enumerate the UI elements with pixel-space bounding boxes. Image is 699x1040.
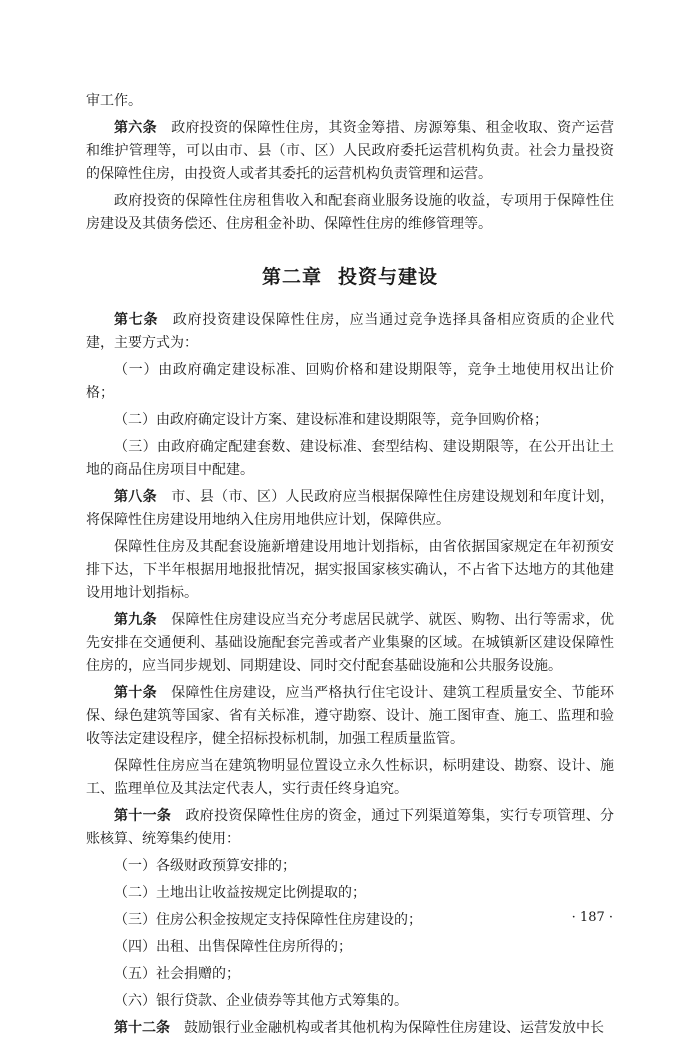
paragraph <box>86 855 614 878</box>
article-number: 第七条 <box>114 312 159 328</box>
paragraph-text: （三）由政府确定配建套数、建设标准、套型结构、建设期限等，在公开出让土地的商品住房项目中配建。 <box>86 439 614 478</box>
paragraph <box>86 536 614 605</box>
section-top <box>86 90 614 236</box>
chapter-number: 第二章 <box>261 266 322 288</box>
paragraph-text: 保障性住房建设，应当严格执行住宅设计、建筑工程质量安全、节能环保、绿色建筑等国家、省有关标准，遵守勘察、设计、施工图审查、施工、监理和验收等法定建设程序，健全招标投标机制，加强工程质量监管。 <box>86 685 615 747</box>
paragraph <box>86 609 614 678</box>
paragraph <box>86 882 614 905</box>
paragraph-text: 市、县（市、区）人民政府应当根据保障性住房建设规划和年度计划，将保障性住房建设用地纳入住房用地供应计划，保障供应。 <box>86 489 615 528</box>
article-number: 第八条 <box>114 489 157 505</box>
paragraph-text: （四）出租、出售保障性住房所得的； <box>114 939 352 955</box>
paragraph-text: 保障性住房应当在建筑物明显位置设立永久性标识，标明建设、勘察、设计、施工、监理单位及其法定代表人，实行责任终身追究。 <box>86 758 614 797</box>
paragraph-text: 审工作。 <box>86 93 142 109</box>
paragraph <box>86 117 614 186</box>
article-number: 第十一条 <box>114 808 172 824</box>
paragraph-text: （一）由政府确定建设标准、回购价格和建设期限等，竞争土地使用权出让价格； <box>86 362 614 401</box>
paragraph <box>86 359 614 405</box>
paragraph <box>86 190 614 236</box>
paragraph-text: 保障性住房及其配套设施新增建设用地计划指标，由省依据国家规定在年初预安排下达，下半年根据用地报批情况，据实报国家核实确认，不占省下达地方的其他建设用地计划指标。 <box>86 539 614 601</box>
paragraph-text: （六）银行贷款、企业债券等其他方式筹集的。 <box>114 993 408 1009</box>
paragraph-text: （一）各级财政预算安排的； <box>114 858 296 874</box>
paragraph <box>86 990 614 1013</box>
paragraph-text: 保障性住房建设应当充分考虑居民就学、就医、购物、出行等需求，优先安排在交通便利、基础设施配套完善或者产业集聚的区域。在城镇新区建设保障性住房的，应当同步规划、同期建设、同时交付配套基础设施和公共服务设施。 <box>86 612 615 674</box>
paragraph <box>86 309 614 355</box>
paragraph <box>86 1017 614 1040</box>
page-number: · 187 · <box>571 910 613 925</box>
chapter-title: 投资与建设 <box>338 266 439 288</box>
chapter-heading <box>86 262 614 289</box>
paragraph <box>86 682 614 751</box>
paragraph-text: （五）社会捐赠的； <box>114 966 240 982</box>
paragraph-text: 政府投资的保障性住房，其资金筹措、房源筹集、租金收取、资产运营和维护管理等，可以由市、县（市、区）人民政府委托运营机构负责。社会力量投资的保障性住房，由投资人或者其委托的运营机构负责管理和运营。 <box>86 120 615 182</box>
paragraph-text: 鼓励银行业金融机构或者其他机构为保障性住房建设、运营发放中长 <box>184 1020 604 1036</box>
paragraph-text: （二）由政府确定设计方案、建设标准和建设期限等，竞争回购价格； <box>114 412 548 428</box>
paragraph <box>86 486 614 532</box>
paragraph-text: 政府投资建设保障性住房，应当通过竞争选择具备相应资质的企业代建，主要方式为： <box>86 312 615 351</box>
article-number: 第十条 <box>114 685 157 701</box>
paragraph <box>86 409 614 432</box>
paragraph <box>86 90 614 113</box>
document-page <box>86 90 614 1040</box>
paragraph-text: 政府投资的保障性住房租售收入和配套商业服务设施的收益，专项用于保障性住房建设及其债务偿还、住房租金补助、保障性住房的维修管理等。 <box>86 193 614 232</box>
article-number: 第六条 <box>114 120 157 136</box>
paragraph-text: 政府投资保障性住房的资金，通过下列渠道筹集，实行专项管理、分账核算、统筹集约使用： <box>86 808 615 847</box>
paragraph-text: （二）土地出让收益按规定比例提取的； <box>114 885 366 901</box>
paragraph <box>86 963 614 986</box>
paragraph <box>86 755 614 801</box>
article-number: 第九条 <box>114 612 157 628</box>
article-number: 第十二条 <box>114 1020 170 1036</box>
paragraph <box>86 936 614 959</box>
paragraph-text: （三）住房公积金按规定支持保障性住房建设的； <box>114 912 422 928</box>
paragraph <box>86 436 614 482</box>
paragraph <box>86 805 614 851</box>
paragraph <box>86 909 614 932</box>
section-main <box>86 309 614 1040</box>
